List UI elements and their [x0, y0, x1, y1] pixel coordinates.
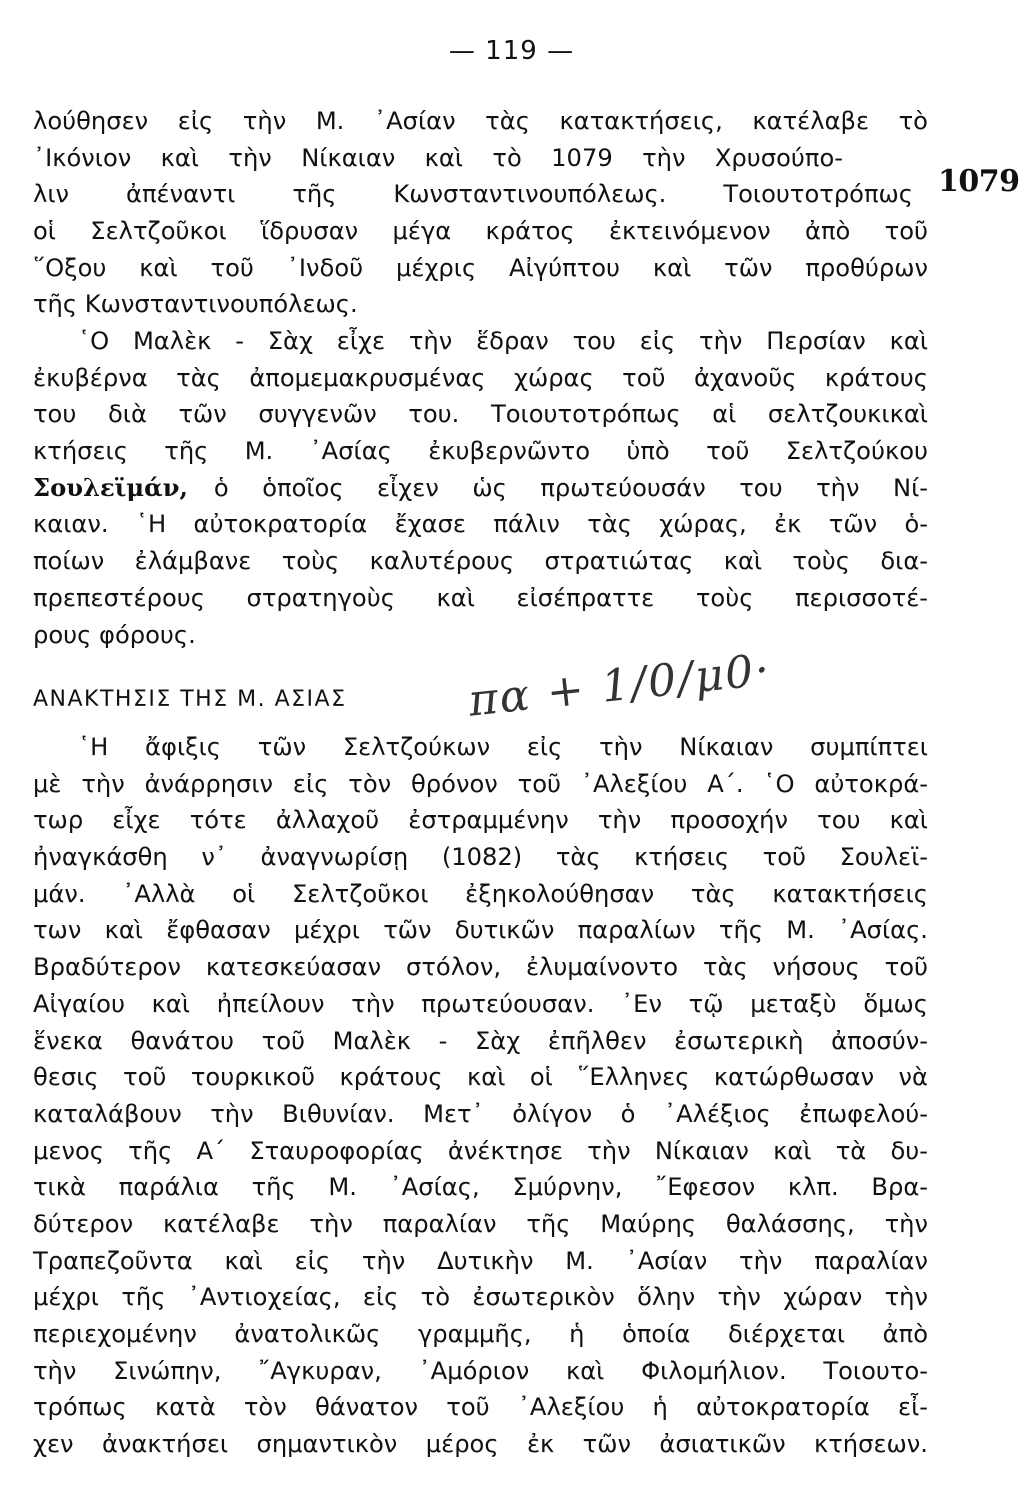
text-line: τωρ εἶχε τότε ἀλλαχοῦ ἐστραμμένην τὴν προσοχήν του καὶ [33, 806, 928, 835]
text-line: θεσις τοῦ τουρκικοῦ κράτους καὶ οἱ ῞Ελληνες κατώρθωσαν νὰ [33, 1063, 928, 1092]
text-line-rest: ὁ ὁποῖος εἶχεν ὡς πρωτεύουσάν του τὴν Νί- [213, 473, 928, 502]
text-line: ποίων ἐλάμβανε τοὺς καλυτέρους στρατιώτας καὶ τοὺς δια- [33, 547, 928, 576]
text-line: ᾿Ικόνιον καὶ τὴν Νίκαιαν καὶ τὸ 1079 τὴν Χρυσούπο- [33, 143, 843, 172]
text-line: μάν. ᾿Αλλὰ οἱ Σελτζοῦκοι ἐξηκολούθησαν τὰς κατακτήσεις [33, 879, 928, 908]
text-line: περιεχομένην ἀνατολικῶς γραμμῆς, ἡ ὁποία διέρχεται ἀπὸ [33, 1320, 928, 1348]
text-line: οἱ Σελτζοῦκοι ἵδρυσαν μέγα κράτος ἐκτεινόμενον ἀπὸ τοῦ [33, 217, 928, 246]
text-line: μενος τῆς Α΄ Σταυροφορίας ἀνέκτησε τὴν Νίκαιαν καὶ τὰ δυ- [33, 1136, 928, 1165]
text-line: Βραδύτερον κατεσκεύασαν στόλον, ἐλυμαίνοντο τὰς νήσους τοῦ [33, 953, 928, 982]
text-line: ῞Οξου καὶ τοῦ ᾿Ινδοῦ μέχρις Αἰγύπτου καὶ τῶν προθύρων [33, 253, 928, 282]
text-line: λιν ἀπέναντι τῆς Κωνσταντινουπόλεως. Τοιουτοτρόπως [33, 180, 913, 209]
text-line: Τραπεζοῦντα καὶ εἰς τὴν Δυτικὴν Μ. ᾿Ασίαν τὴν παραλίαν [33, 1246, 928, 1275]
text-line: μέχρι τῆς ᾿Αντιοχείας, εἰς τὸ ἐσωτερικὸν ὅλην τὴν χώραν τὴν [33, 1283, 928, 1312]
text-line: των καὶ ἔφθασαν μέχρι τῶν δυτικῶν παραλίων τῆς Μ. ᾿Ασίας. [33, 916, 928, 945]
text-line: κτήσεις τῆς Μ. ᾿Ασίας ἐκυβερνῶντο ὑπὸ τοῦ Σελτζούκου [33, 437, 928, 466]
text-line: χεν ἀνακτήσει σημαντικὸν μέρος ἐκ τῶν ἀσιατικῶν κτήσεων. [33, 1430, 928, 1459]
margin-year-note: 1079 [938, 164, 1020, 199]
paragraph-malek-sah [33, 323, 928, 653]
text-line: τῆς Κωνσταντινουπόλεως. [33, 290, 358, 319]
text-line: πρεπεστέρους στρατηγοὺς καὶ εἰσέπραττε τοὺς περισσοτέ- [33, 583, 928, 612]
paragraph-continuation [33, 103, 928, 323]
text-line: ῾Ο Μαλὲκ - Σὰχ εἶχε τὴν ἕδραν του εἰς τὴν Περσίαν καὶ [78, 327, 928, 355]
text-line: δύτερον κατέλαβε τὴν παραλίαν τῆς Μαύρης θαλάσσης, τὴν [33, 1209, 928, 1238]
paragraph-reconquest [33, 729, 928, 1463]
text-line: καιαν. ῾Η αὐτοκρατορία ἔχασε πάλιν τὰς χώρας, ἐκ τῶν ὁ- [33, 510, 928, 539]
text-line: Αἰγαίου καὶ ἠπείλουν τὴν πρωτεύουσαν. ᾿Εν τῷ μεταξὺ ὅμως [33, 989, 928, 1018]
text-line: ρους φόρους. [33, 620, 196, 649]
text-line: του διὰ τῶν συγγενῶν του. Τοιουτοτρόπως αἱ σελτζουκικαὶ [33, 400, 928, 429]
text-line-with-emphasis [33, 470, 928, 507]
text-line: τικὰ παράλια τῆς Μ. ᾿Ασίας, Σμύρνην, ῎Εφεσον κλπ. Βρα- [33, 1173, 928, 1202]
text-line: ἐκυβέρνα τὰς ἀπομεμακρυσμένας χώρας τοῦ ἀχανοῦς κράτους [33, 363, 928, 392]
text-line: τρόπως κατὰ τὸν θάνατον τοῦ ᾿Αλεξίου ἡ αὐτοκρατορία εἶ- [33, 1393, 928, 1422]
handwritten-annotation: πα + 1/0/μ0· [466, 644, 774, 727]
page-number: — 119 — [448, 36, 575, 66]
text-line: λούθησεν εἰς τὴν Μ. ᾿Ασίαν τὰς κατακτήσεις, κατέλαβε τὸ [33, 107, 928, 135]
text-line: καταλάβουν τὴν Βιθυνίαν. Μετ᾿ ὀλίγον ὁ ᾿Αλέξιος ἐπωφελού- [33, 1099, 928, 1128]
text-line: μὲ τὴν ἀνάρρησιν εἰς τὸν θρόνον τοῦ ᾿Αλεξίου Α΄. ῾Ο αὐτοκρά- [33, 769, 928, 798]
emphasized-name: Σουλεϊμάν, [33, 472, 188, 502]
text-line: ῾Η ἄφιξις τῶν Σελτζούκων εἰς τὴν Νίκαιαν συμπίπτει [78, 733, 928, 761]
text-line: ἕνεκα θανάτου τοῦ Μαλὲκ - Σὰχ ἐπῆλθεν ἐσωτερικὴ ἀποσύν- [33, 1026, 928, 1055]
text-line: τὴν Σινώπην, ῎Αγκυραν, ᾿Αμόριον καὶ Φιλομήλιον. Τοιουτο- [33, 1356, 928, 1385]
section-heading: ΑΝΑΚΤΗΣΙΣ ΤΗΣ Μ. ΑΣΙΑΣ [33, 687, 347, 712]
text-line: ἠναγκάσθη ν᾿ ἀναγνωρίσῃ (1082) τὰς κτήσεις τοῦ Σουλεϊ- [33, 843, 928, 872]
